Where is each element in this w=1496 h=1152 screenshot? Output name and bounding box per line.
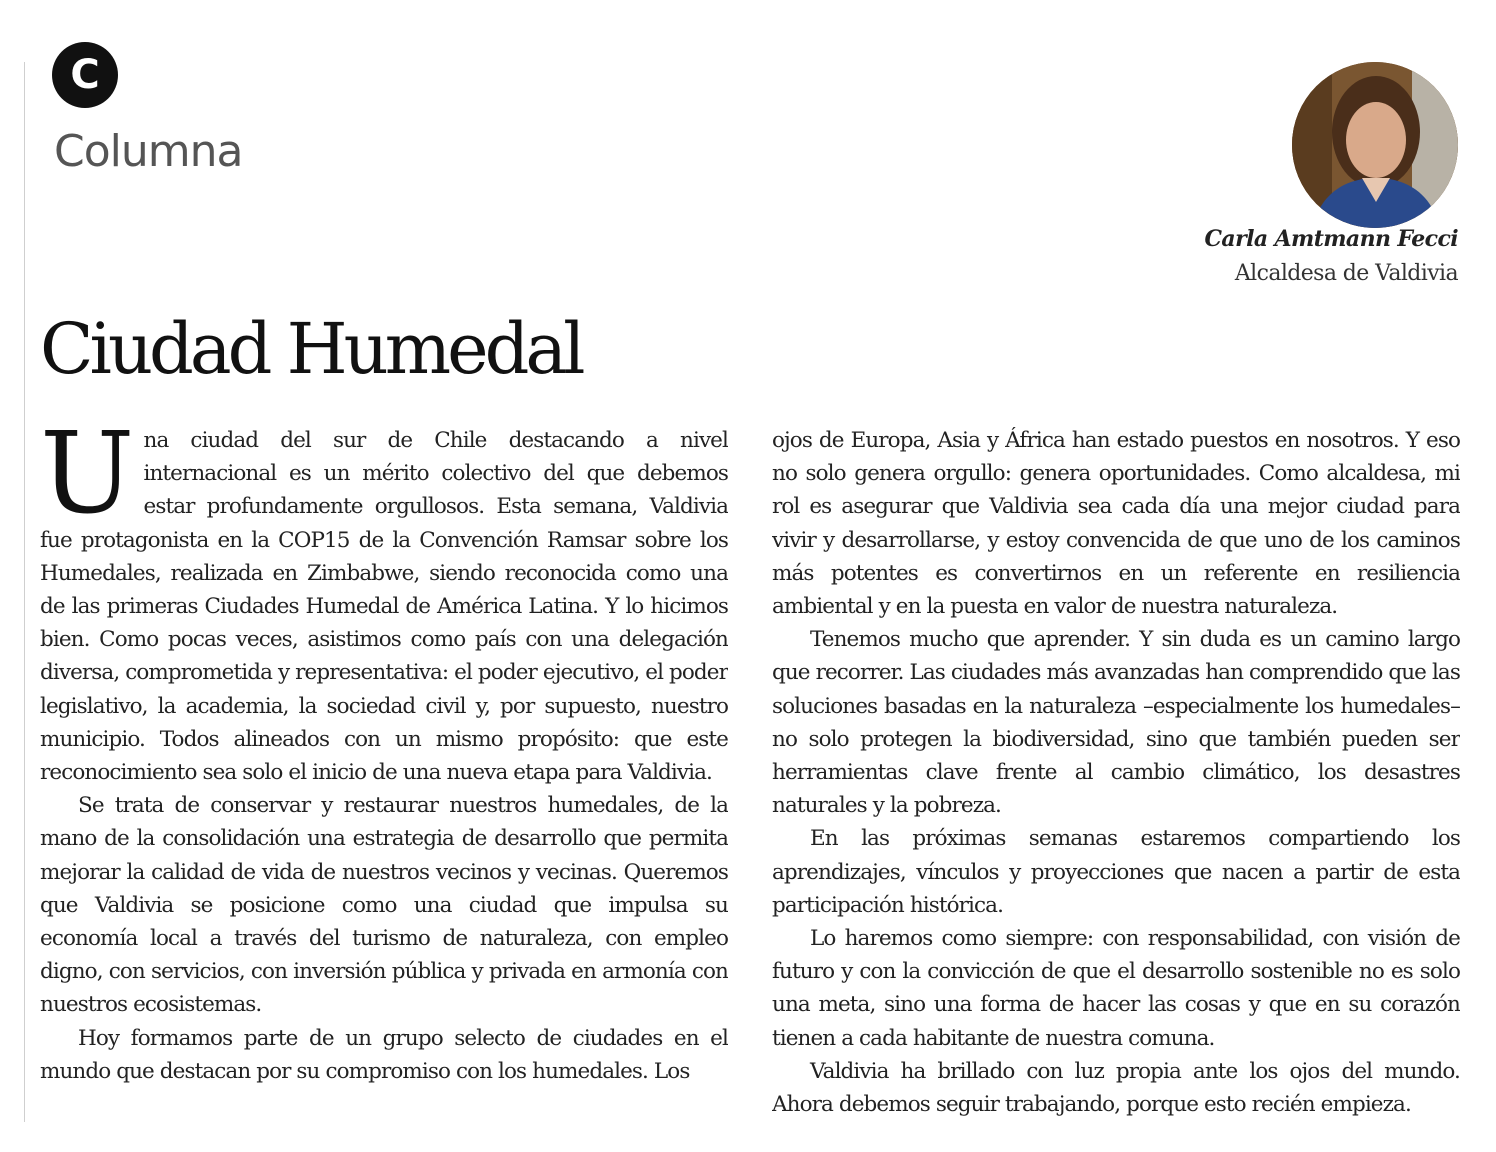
author-name: Carla Amtmann Fecci [1204, 226, 1458, 252]
paragraph: Lo haremos como siempre: con responsabilidad, con visión de futuro y con la convicción de que el desarrollo sostenible no es solo una meta, sino una forma de hacer las cosas y que en su corazón tienen a cada habitante de nuestra comuna. [772, 926, 1460, 1051]
page-margin-rule [24, 62, 25, 1122]
author-role: Alcaldesa de Valdivia [1234, 261, 1458, 286]
article-headline: Ciudad Humedal [40, 308, 582, 390]
paragraph: Hoy formamos parte de un grupo selecto de ciudades en el mundo que destacan por su compromiso con los humedales. Los [40, 1025, 728, 1084]
paragraph [40, 424, 728, 789]
paragraph: En las próximas semanas estaremos compartiendo los aprendizajes, vínculos y proyecciones que nacen a partir de esta participación histórica. [772, 826, 1460, 918]
section-badge [52, 42, 118, 108]
article-column-2 [772, 424, 1460, 1124]
drop-cap: U [40, 424, 134, 539]
paragraph: Se trata de conservar y restaurar nuestros humedales, de la mano de la consolidación una estrategia de desarrollo que permita mejorar la calidad de vida de nuestros vecinos y vecinas. Queremos que Valdivia se posicione como una ciudad que impulsa su economía local a través del turismo de naturaleza, con empleo digno, con servicios, con inversión pública y privada en armonía con nuestros ecosistemas. [40, 793, 728, 1018]
author-portrait-icon [1292, 62, 1458, 228]
paragraph: Valdivia ha brillado con luz propia ante los ojos del mundo. Ahora debemos seguir trabajando, porque esto recién empieza. [772, 1058, 1460, 1118]
section-label: Columna [54, 126, 243, 177]
paragraph: ojos de Europa, Asia y África han estado puestos en nosotros. Y eso no solo genera orgullo: genera oportunidades. Como alcaldesa, mi rol es asegurar que Valdivia sea cada día una mejor ciudad para vivir y desarrollarse, y estoy convencida de que uno de los caminos más potentes es convertirnos en un referente en resiliencia ambiental y en la puesta en valor de nuestra naturaleza. [772, 428, 1460, 620]
article-column-1 [40, 424, 728, 1124]
author-photo [1292, 62, 1458, 228]
section-badge-letter: C [70, 52, 100, 98]
paragraph-text: na ciudad del sur de Chile destacando a nivel internacional es un mérito colectivo del que debemos estar profundamente orgullosos. Esta semana, Valdivia fue protagonista en la COP15 de la Convención Ramsar sobre los Humedales, realizada en Zimbabwe, siendo reconocida como una de las primeras Ciudades Humedal de América Latina. Y lo hicimos bien. Como pocas veces, asistimos como país con una delegación diversa, comprometida y representativa: el poder ejecutivo, el poder legislativo, la academia, la sociedad civil y, por supuesto, nuestro municipio. Todos alineados con un mismo propósito: que este reconocimiento sea solo el inicio de una nueva etapa para Valdivia. [40, 428, 728, 786]
paragraph: Tenemos mucho que aprender. Y sin duda es un camino largo que recorrer. Las ciudades más avanzadas han comprendido que las soluciones basadas en la naturaleza –especialmente los humedales– no solo protegen la biodiversidad, sino que también pueden ser herramientas clave frente al cambio climático, los desastres naturales y la pobreza. [772, 627, 1460, 819]
